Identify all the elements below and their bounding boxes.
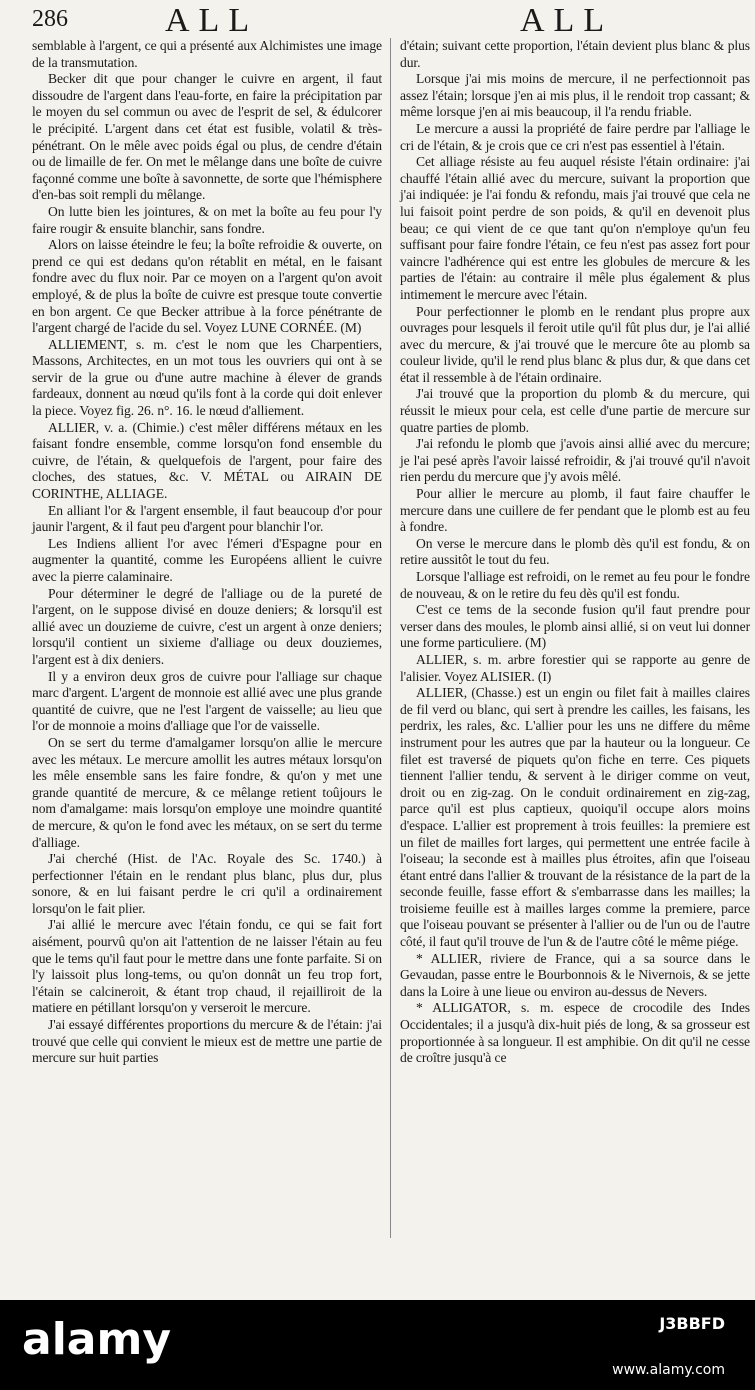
paragraph: On se sert du terme d'amalgamer lorsqu'on allie le mercure avec les métaux. Le mercure amollit les autres métaux lorsqu'on les mêle ensemble sans les faire fondre, & qu'on y met une grande quantité de mercure, & ce mêlange retient toûjours le nom d'amalgame: mais lorsqu'on employe une moindre quantité de mercure, & qu'on le fond avec les métaux, on se sert du terme d'alliage. [32, 734, 382, 850]
paragraph: J'ai allié le mercure avec l'étain fondu, ce qui se fait fort aisément, pourvû qu'on ait l'attention de ne laisser l'étain au feu que le tems qu'il faut pour le mettre dans une fonte parfaite. Si on l'y laissoit plus long-tems, ou qu'on donnât un feu trop fort, l'étain se calcineroit, & étant trop chaud, il rejailliroit de la matiere en pétillant lorsqu'on y verseroit le mercure. [32, 917, 382, 1016]
paragraph: J'ai trouvé que la proportion du plomb & du mercure, qui réussit le mieux pour cela, est celle d'une partie de mercure sur quatre parties de plomb. [400, 386, 750, 435]
paragraph: J'ai essayé différentes proportions du mercure & de l'étain: j'ai trouvé que celle qui convient le mieux est de mettre une partie de mercure sur huit parties [32, 1017, 382, 1066]
right-running-head: ALL [520, 2, 614, 39]
entry-alliement: ALLIEMENT, s. m. c'est le nom que les Charpentiers, Massons, Architectes, en un mot tous les ouvriers qui ont à se servir de la grue ou d'une autre machine à élever de grands fardeaux, donnent au nœud qu'ils font à la corde qui doit enlever la piece. Voyez fig. 26. n°. 16. le nœud d'alliement. [32, 336, 382, 419]
paragraph: On verse le mercure dans le plomb dès qu'il est fondu, & on retire aussitôt le tout du feu. [400, 535, 750, 568]
paragraph: Cet alliage résiste au feu auquel résiste l'étain ordinaire: j'ai chauffé l'étain allié avec du mercure, suivant la proportion que j'ai indiquée: je l'ai fondu & refondu, mais j'ai trouvé que cela ne lui faisoit point perdre de son poids, & qu'il en devenoit plus beau; ce qui vient de ce que tant qu'on n'employe qu'un feu suffisant pour faire fondre l'étain, ce feu n'est pas assez fort pour vaincre l'adhérence qui est entre les globules de mercure & les parties de l'étain: au contraire il mêle plus également & plus intimement le mercure avec l'étain. [400, 154, 750, 302]
entry-alligator: * ALLIGATOR, s. m. espece de crocodile des Indes Occidentales; il a jusqu'à dix-huit piés de long, & sa grosseur est proportionnée à sa longueur. Il est amphibie. On dit qu'il ne cesse de croître jusqu'à ce [400, 1000, 750, 1066]
paragraph: Pour déterminer le degré de l'alliage ou de la pureté de l'argent, on le suppose divisé en douze deniers; & lorsqu'il est allié avec un douzieme de cuivre, c'est un argent à onze deniers; lorsqu'il contient un sixieme d'alliage ou deux douziemes, l'argent est à dix deniers. [32, 585, 382, 667]
page-number: 286 [32, 6, 68, 32]
left-running-head: ALL [165, 2, 259, 39]
paragraph: On lutte bien les jointures, & on met la boîte au feu pour l'y faire rougir & ensuite blanchir, sans fondre. [32, 203, 382, 236]
entry-allier-arbre: ALLIER, s. m. arbre forestier qui se rapporte au genre de l'alisier. Voyez ALISIER. (I) [400, 651, 750, 684]
left-column [32, 38, 382, 1067]
paragraph: Alors on laisse éteindre le feu; la boîte refroidie & ouverte, on prend ce qui est dedans qu'on rétablit en métal, en le faisant fondre avec du flux noir. Par ce moyen on a l'argent qu'on avoit employé, & de plus la boîte de cuivre est presque toute convertie en bon argent. Ce que Becker attribue à la force pénétrante de l'argent chargé de l'acide du sel. Voyez LUNE CORNÉE. (M) [32, 237, 382, 336]
entry-allier-chimie: ALLIER, v. a. (Chimie.) c'est mêler différens métaux en les faisant fondre ensemble, comme lorsqu'on fond ensemble du cuivre, de l'étain, & quelquefois de l'argent, pour faire des cloches, des statues, &c. V. MÉTAL ou AIRAIN DE CORINTHE, ALLIAGE. [32, 419, 382, 502]
paragraph: Lorsque l'alliage est refroidi, on le remet au feu pour le fondre de nouveau, & on le retire du feu dès qu'il est fondu. [400, 569, 750, 601]
entry-allier-chasse: ALLIER, (Chasse.) est un engin ou filet fait à mailles claires de fil verd ou blanc, qui sert à prendre les cailles, les faisans, les perdrix, les rales, &c. L'allier pour les uns ne differe du même instrument pour les autres que par la hauteur ou la longueur. Ce filet est traversé de piquets qu'on fiche en terre. Ces piquets tiennent l'allier tendu, & servent à le diriger comme on veut, droit ou en zig-zag. On le conduit ordinairement en zig-zag, parce qu'il est plus captieux, quoiqu'il occupe alors moins d'espace. L'allier est proprement à trois feuilles: la premiere est un filet de mailles fort larges, qui permettent une entrée facile à l'oiseau; la seconde est à mailles plus étroites, afin que l'oiseau étant entré dans l'allier & trouvant de la résistance de la part de la seconde feuille, fasse effort & s'embarrasse dans les mailles; la troisieme feuille est à mailles larges comme la premiere, parce que l'oiseau pouvant se présenter à l'allier ou de l'un ou de l'autre côté, il faut qu'il trouve de l'un & de l'autre côté le même piége. [400, 685, 750, 950]
image-id: J3BBFD [659, 1314, 725, 1333]
paragraph: Lorsque j'ai mis moins de mercure, il ne perfectionnoit pas assez l'étain; lorsque j'en ai mis plus, il le rendoit trop cassant; & même lorsque j'en ai mis beaucoup, il l'a rendu friable. [400, 71, 750, 120]
watermark-bar [0, 1300, 755, 1390]
watermark-url: www.alamy.com [612, 1362, 725, 1378]
paragraph: Pour perfectionner le plomb en le rendant plus propre aux ouvrages pour lesquels il feroit utile qu'il fût plus dur, je l'ai allié avec du mercure, & j'ai trouvé que le mercure ôte au plomb sa couleur livide, qu'il le rend plus blanc & plus dur, & que dans cet état il ressemble à de l'étain ordinaire. [400, 303, 750, 385]
paragraph: J'ai refondu le plomb que j'avois ainsi allié avec du mercure; je l'ai pesé après l'avoir laissé refroidir, & j'ai trouvé qu'il n'avoit rien perdu du mercure que j'y avois mêlé. [400, 436, 750, 485]
paragraph: Le mercure a aussi la propriété de faire perdre par l'alliage le cri de l'étain, & je crois que ce cri n'est pas essentiel à l'étain. [400, 120, 750, 153]
paragraph: semblable à l'argent, ce qui a présenté aux Alchimistes une image de la transmutation. [32, 38, 382, 70]
column-divider [390, 38, 391, 1238]
paragraph: Becker dit que pour changer le cuivre en argent, il faut dissoudre de l'argent dans l'eau-forte, en faire la précipitation par le moyen du sel commun ou avec de l'esprit de sel, & édulcorer le précipité. L'argent dans cet état est fusible, volatil & très-pénétrant. On le mêle avec poids égal ou plus, de cendre d'étain ou de limaille de fer. On met le mêlange dans une boîte de cuivre façonné comme une boîte à savonnette, de sorte que l'hémisphere d'en-bas soit rempli du mêlange. [32, 71, 382, 203]
right-column [400, 38, 750, 1067]
entry-allier-riviere: * ALLIER, riviere de France, qui a sa source dans le Gevaudan, passe entre le Bourbonnois & le Nivernois, & se jette dans la Loire à une lieue ou environ au-dessus de Nevers. [400, 950, 750, 999]
paragraph: Les Indiens allient l'or avec l'émeri d'Espagne pour en augmenter la quantité, comme les Européens allient le cuivre avec la pierre calaminaire. [32, 535, 382, 584]
paragraph: Pour allier le mercure au plomb, il faut faire chauffer le mercure dans une cuillere de fer pendant que le plomb est au feu à fondre. [400, 486, 750, 535]
alamy-logo: alamy [22, 1314, 171, 1365]
paragraph: C'est ce tems de la seconde fusion qu'il faut prendre pour verser dans des moules, le plomb ainsi allié, si on veut lui donner une forme particuliere. (M) [400, 602, 750, 651]
paragraph: En alliant l'or & l'argent ensemble, il faut beaucoup d'or pour jaunir l'argent, & il faut peu d'argent pour blanchir l'or. [32, 502, 382, 535]
paragraph: J'ai cherché (Hist. de l'Ac. Royale des Sc. 1740.) à perfectionner l'étain en le rendant plus blanc, plus dur, plus sonore, & en lui faisant perdre le cri qu'il a ordinairement lorsqu'on le fait plier. [32, 851, 382, 916]
paragraph: d'étain; suivant cette proportion, l'étain devient plus blanc & plus dur. [400, 38, 750, 70]
paragraph: Il y a environ deux gros de cuivre pour l'alliage sur chaque marc d'argent. L'argent de monnoie est allié avec une plus grande quantité de cuivre, que ne l'est l'argent de vaisselle; au lieu que l'or de monnoie a moins d'alliage que l'or de vaisselle. [32, 668, 382, 734]
